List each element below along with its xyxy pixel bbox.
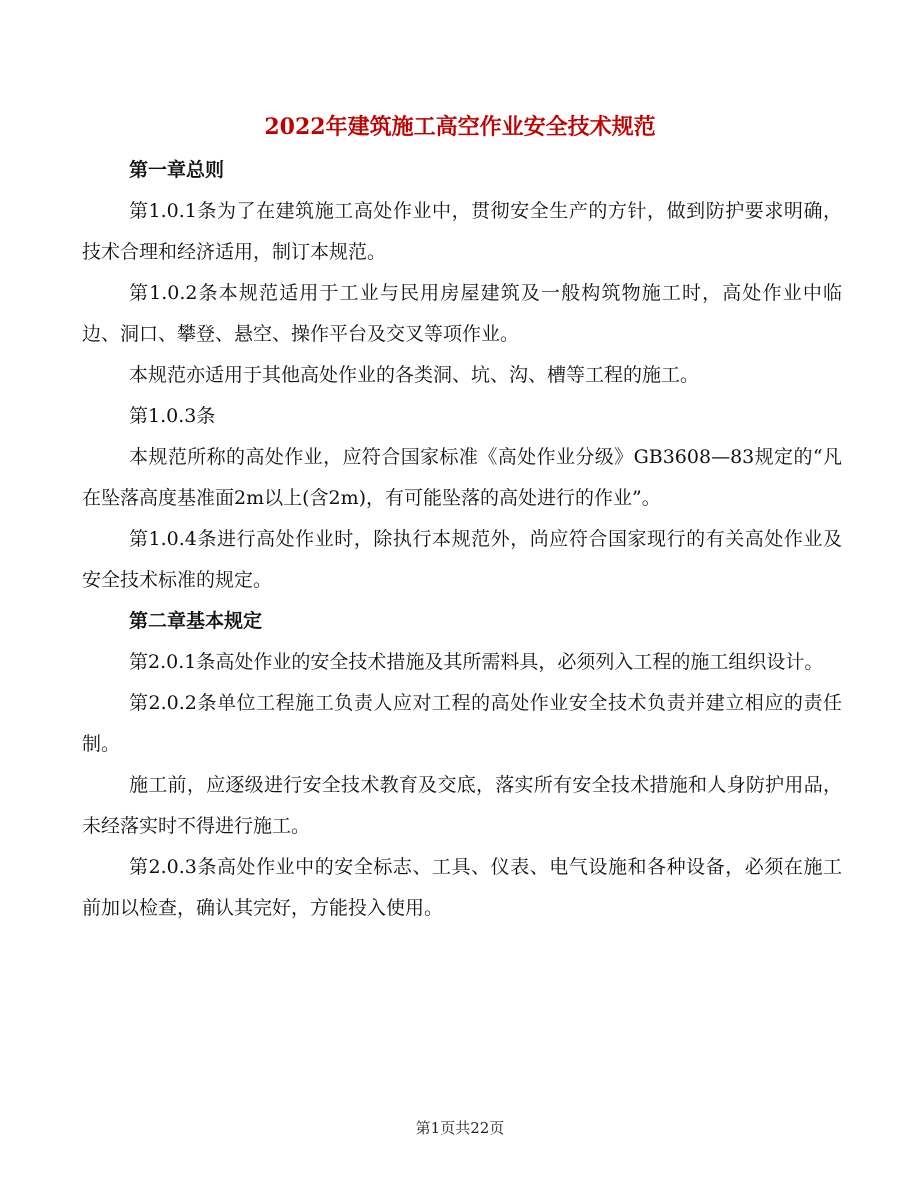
paragraph: 施工前，应逐级进行安全技术教育及交底，落实所有安全技术措施和人身防护用品，未经落实时不得进行施工。 [82, 774, 842, 837]
paragraph: 本规范所称的高处作业，应符合国家标准《高处作业分级》GB3608—83规定的“凡在坠落高度基准面2m以上(含2m)，有可能坠落的高处进行的作业”。 [82, 446, 842, 509]
chapter-heading: 第一章总则 [129, 159, 225, 181]
page-number-footer: 第1页共22页 [415, 1119, 505, 1137]
paragraph: 第2.0.1条高处作业的安全技术措施及其所需料具，必须列入工程的施工组织设计。 [129, 651, 824, 673]
document-body [82, 150, 842, 929]
paragraph: 本规范亦适用于其他高处作业的各类洞、坑、沟、槽等工程的施工。 [129, 364, 700, 386]
paragraph: 第1.0.1条为了在建筑施工高处作业中，贯彻安全生产的方针，做到防护要求明确，技术合理和经济适用，制订本规范。 [82, 200, 842, 263]
paragraph: 第2.0.3条高处作业中的安全标志、工具、仪表、电气设施和各种设备，必须在施工前加以检查，确认其完好，方能投入使用。 [82, 856, 842, 919]
paragraph: 第2.0.2条单位工程施工负责人应对工程的高处作业安全技术负责并建立相应的责任制。 [82, 692, 842, 755]
chapter-heading: 第二章基本规定 [129, 610, 263, 632]
paragraph: 第1.0.3条 [129, 405, 216, 427]
paragraph: 第1.0.4条进行高处作业时，除执行本规范外，尚应符合国家现行的有关高处作业及安全技术标准的规定。 [82, 528, 842, 591]
document-title: 2022年建筑施工高空作业安全技术规范 [264, 114, 656, 140]
paragraph: 第1.0.2条本规范适用于工业与民用房屋建筑及一般构筑物施工时，高处作业中临边、洞口、攀登、悬空、操作平台及交叉等项作业。 [82, 282, 842, 345]
